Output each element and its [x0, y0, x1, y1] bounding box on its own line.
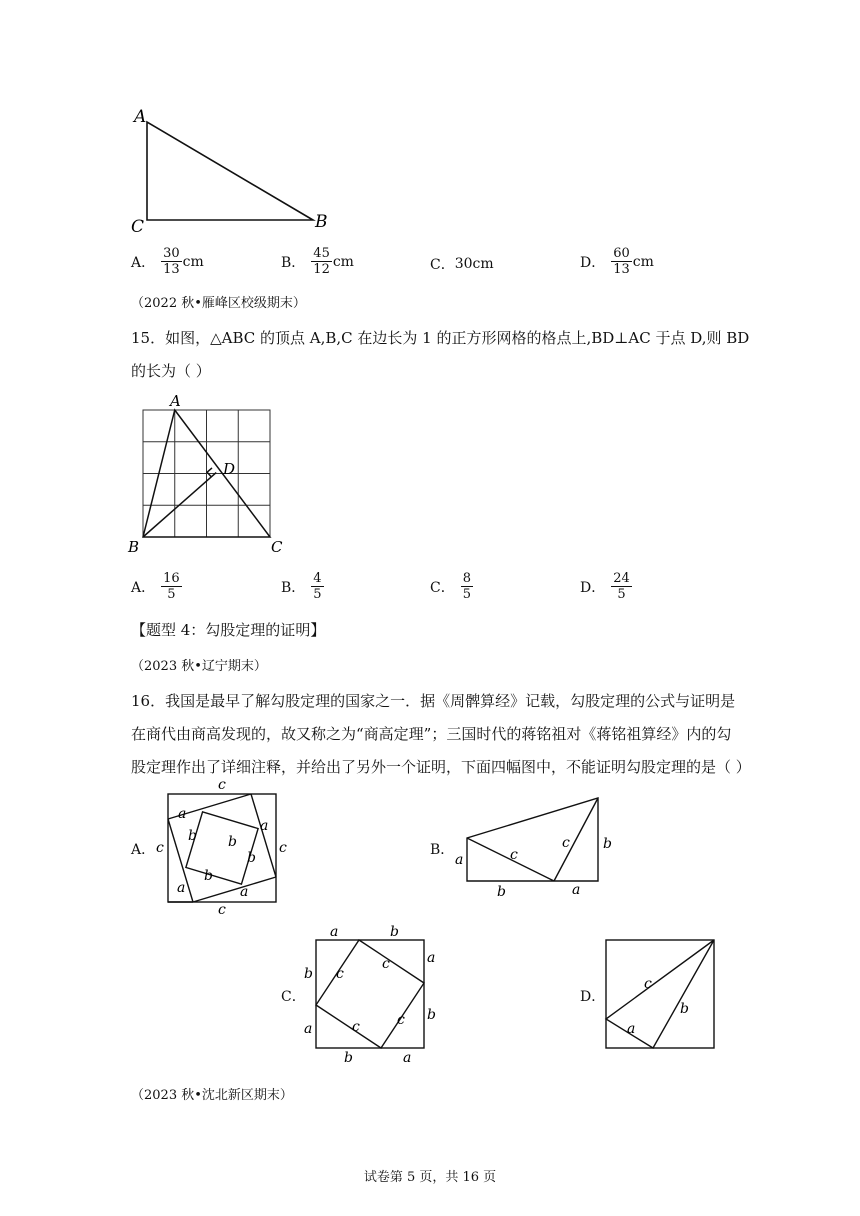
- svg-text:b: b: [228, 834, 237, 850]
- svg-text:b: b: [344, 1050, 353, 1066]
- svg-text:c: c: [562, 835, 570, 851]
- proof-figure-d: [598, 930, 728, 1060]
- svg-text:c: c: [644, 976, 652, 992]
- q15-option-b[interactable]: B． $\frac{4}{5}$: [281, 571, 322, 602]
- svg-text:b: b: [204, 868, 213, 884]
- svg-text:c: c: [352, 1019, 360, 1035]
- svg-text:a: a: [178, 806, 187, 822]
- question-16-text-cont: 在商代由商高发现的，故又称之为“商高定理”；三国时代的蒋铭祖对《蒋铭祖算经》内的勾: [131, 725, 732, 743]
- q16-option-c-label[interactable]: C．: [281, 989, 306, 1005]
- question-15-text-cont: 的长为（ ）: [131, 362, 211, 380]
- svg-text:c: c: [397, 1012, 405, 1028]
- svg-text:c: c: [510, 847, 518, 863]
- page-footer: 试卷第 5 页，共 16 页: [363, 1170, 497, 1185]
- svg-text:a: a: [177, 880, 186, 896]
- svg-text:a: a: [403, 1050, 412, 1066]
- vertex-label-c: C: [131, 217, 145, 237]
- vertex-label-b: B: [128, 538, 140, 556]
- svg-text:a: a: [455, 852, 464, 868]
- q15-option-a[interactable]: A． $\frac{16}{5}$: [131, 571, 180, 602]
- proof-figure-c: [296, 920, 456, 1070]
- vertex-label-d: D: [223, 460, 236, 478]
- q14-option-d[interactable]: D． $\frac{60}{13}$ cm: [580, 246, 654, 277]
- svg-text:a: a: [304, 1021, 313, 1037]
- svg-text:a: a: [260, 818, 269, 834]
- svg-text:a: a: [627, 1021, 636, 1037]
- svg-text:b: b: [188, 828, 197, 844]
- grid-triangle-figure: [125, 390, 295, 560]
- svg-text:c: c: [218, 902, 226, 916]
- q15-option-c[interactable]: C． $\frac{8}{5}$: [430, 571, 471, 602]
- vertex-label-a: A: [134, 107, 147, 127]
- svg-text:c: c: [156, 840, 164, 856]
- question-16-text-cont: 股定理作出了详细注释，并给出了另外一个证明，下面四幅图中，不能证明勾股定理的是（ ）: [131, 758, 751, 776]
- svg-text:a: a: [330, 924, 339, 940]
- svg-text:c: c: [218, 777, 226, 793]
- q16-option-b-label[interactable]: B．: [430, 842, 455, 858]
- svg-text:a: a: [427, 950, 436, 966]
- vertex-label-c: C: [271, 538, 283, 556]
- proof-figure-b: [450, 790, 620, 900]
- source-note: （2022 秋•雁峰区校级期末）: [131, 296, 306, 311]
- svg-text:c: c: [279, 840, 287, 856]
- source-note: （2023 秋•辽宁期末）: [131, 659, 267, 674]
- vertex-label-a: A: [170, 392, 181, 410]
- section-heading: 【题型 4：勾股定理的证明】: [131, 621, 326, 639]
- q16-option-d-label[interactable]: D．: [580, 989, 606, 1005]
- q14-option-c[interactable]: C．30cm: [430, 256, 494, 273]
- svg-text:b: b: [427, 1007, 436, 1023]
- right-triangle-figure: [125, 100, 345, 240]
- question-16-text: 16．我国是最早了解勾股定理的国家之一．据《周髀算经》记载，勾股定理的公式与证明是: [131, 692, 736, 710]
- svg-text:b: b: [680, 1001, 689, 1017]
- svg-text:b: b: [390, 924, 399, 940]
- svg-text:b: b: [304, 966, 313, 982]
- source-note: （2023 秋•沈北新区期末）: [131, 1088, 293, 1103]
- svg-text:b: b: [497, 884, 506, 900]
- q14-option-b[interactable]: B． $\frac{45}{12}$ cm: [281, 246, 354, 277]
- svg-text:a: a: [572, 882, 581, 898]
- svg-text:b: b: [247, 850, 256, 866]
- svg-text:a: a: [240, 884, 249, 900]
- q15-option-d[interactable]: D． $\frac{24}{5}$: [580, 571, 630, 602]
- proof-figure-a: [148, 776, 298, 916]
- svg-text:c: c: [382, 956, 390, 972]
- q16-option-a-label[interactable]: A．: [131, 842, 156, 858]
- question-15-text: 15．如图，△ABC 的顶点 A,B,C 在边长为 1 的正方形网格的格点上,BD⊥AC 于点 D,则 BD: [131, 329, 750, 347]
- svg-text:c: c: [336, 966, 344, 982]
- svg-text:b: b: [603, 836, 612, 852]
- vertex-label-b: B: [315, 212, 328, 232]
- q14-option-a[interactable]: A． $\frac{30}{13}$ cm: [131, 246, 204, 277]
